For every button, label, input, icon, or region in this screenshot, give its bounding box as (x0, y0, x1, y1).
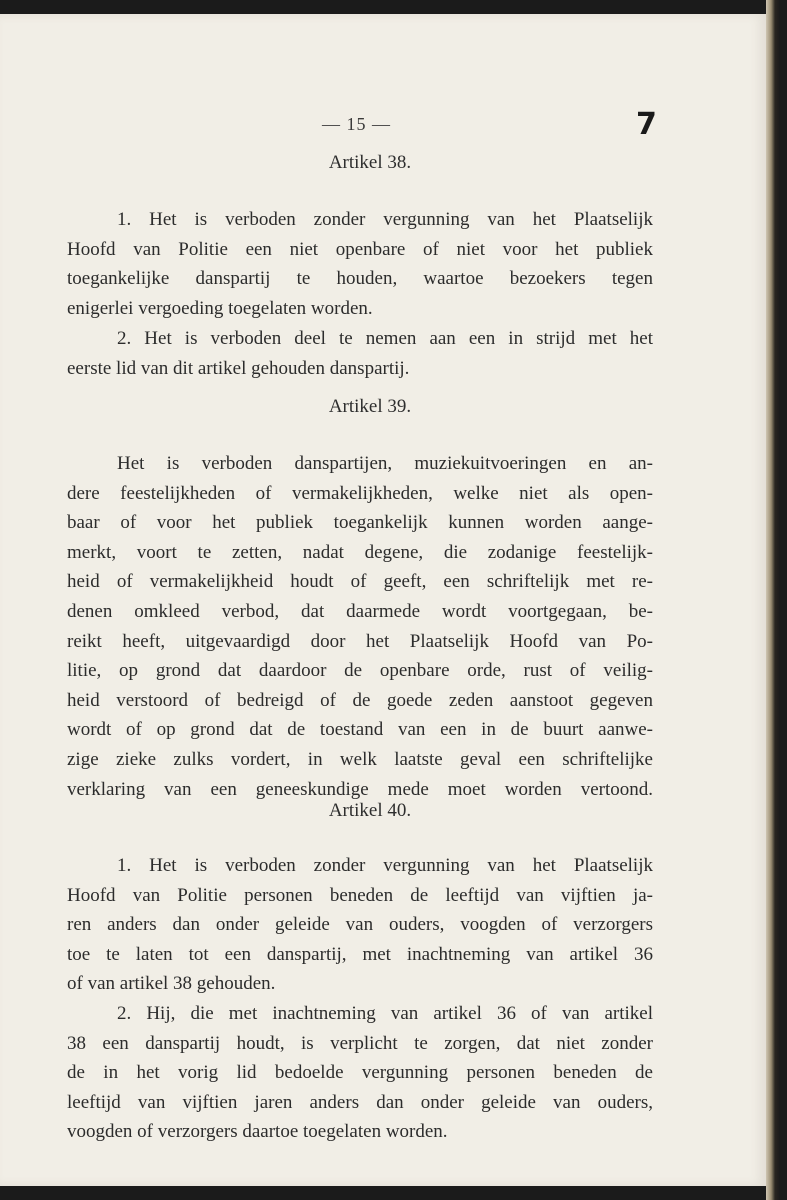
text-line: Hoofd van Politie personen beneden de leeftijd van vijftien ja- (67, 884, 653, 906)
text-line: 1. Het is verboden zonder vergunning van het Plaatselijk (117, 855, 653, 876)
article-40-title: Artikel 40. (328, 800, 412, 821)
text-line: leeftijd van vijftien jaren anders dan onder geleide van ouders, (67, 1091, 653, 1113)
text-line: reikt heeft, uitgevaardigd door het Plaatselijk Hoofd van Po- (67, 630, 653, 652)
text-line: merkt, voort te zetten, nadat degene, die zodanige feestelijk- (67, 541, 653, 563)
page-number: — 15 — (322, 114, 391, 134)
article-40-paragraph-1 (67, 851, 653, 999)
text-line: verklaring van een geneeskundige mede moet worden vertoond. (67, 778, 653, 800)
document-page (0, 14, 766, 1186)
text-line: zige zieke zulks vordert, in welk laatste geval een schriftelijke (67, 748, 653, 770)
article-38-title: Artikel 38. (328, 152, 412, 173)
article-39-title: Artikel 39. (328, 396, 412, 417)
article-38-paragraph-2 (67, 324, 653, 383)
text-line: voogden of verzorgers daartoe toegelaten worden. (67, 1121, 448, 1143)
text-line: enigerlei vergoeding toegelaten worden. (67, 297, 373, 319)
text-line: Het is verboden danspartijen, muziekuitvoeringen en an- (117, 453, 653, 474)
text-line: 38 een danspartij houdt, is verplicht te zorgen, dat niet zonder (67, 1032, 653, 1054)
text-line: de in het vorig lid bedoelde vergunning personen beneden de (67, 1062, 653, 1084)
article-38-paragraph-1 (67, 205, 653, 323)
text-line: toe te laten tot een danspartij, met inachtneming van artikel 36 (67, 943, 653, 965)
text-line: heid verstoord of bedreigd of de goede zeden aanstoot gegeven (67, 689, 653, 711)
text-line: 2. Het is verboden deel te nemen aan een in strijd met het (117, 328, 653, 349)
text-line: heid of vermakelijkheid houdt of geeft, een schriftelijk met re- (67, 571, 653, 593)
text-line: litie, op grond dat daardoor de openbare orde, rust of veilig- (67, 660, 653, 682)
text-line: eerste lid van dit artikel gehouden danspartij. (67, 357, 410, 379)
article-40-paragraph-2 (67, 999, 653, 1147)
text-line: 2. Hij, die met inachtneming van artikel 36 of van artikel (117, 1003, 653, 1024)
text-line: 1. Het is verboden zonder vergunning van het Plaatselijk (117, 209, 653, 230)
text-line: toegankelijke danspartij te houden, waartoe bezoekers tegen (67, 268, 653, 290)
text-line: denen omkleed verbod, dat daarmede wordt voortgegaan, be- (67, 600, 653, 622)
text-line: ren anders dan onder geleide van ouders, voogden of verzorgers (67, 914, 653, 936)
text-line: baar of voor het publiek toegankelijk kunnen worden aange- (67, 512, 653, 534)
page-edge-shadow (766, 0, 787, 1200)
text-line: Hoofd van Politie een niet openbare of niet voor het publiek (67, 238, 653, 260)
scan-top-border (0, 0, 787, 14)
text-line: wordt of op grond dat de toestand van een in de buurt aanwe- (67, 719, 653, 741)
text-line: dere feestelijkheden of vermakelijkheden, welke niet als open- (67, 482, 653, 504)
text-line: of van artikel 38 gehouden. (67, 973, 276, 995)
page-stamp-number: 7 (636, 107, 657, 142)
article-39-paragraph-1 (67, 449, 653, 804)
